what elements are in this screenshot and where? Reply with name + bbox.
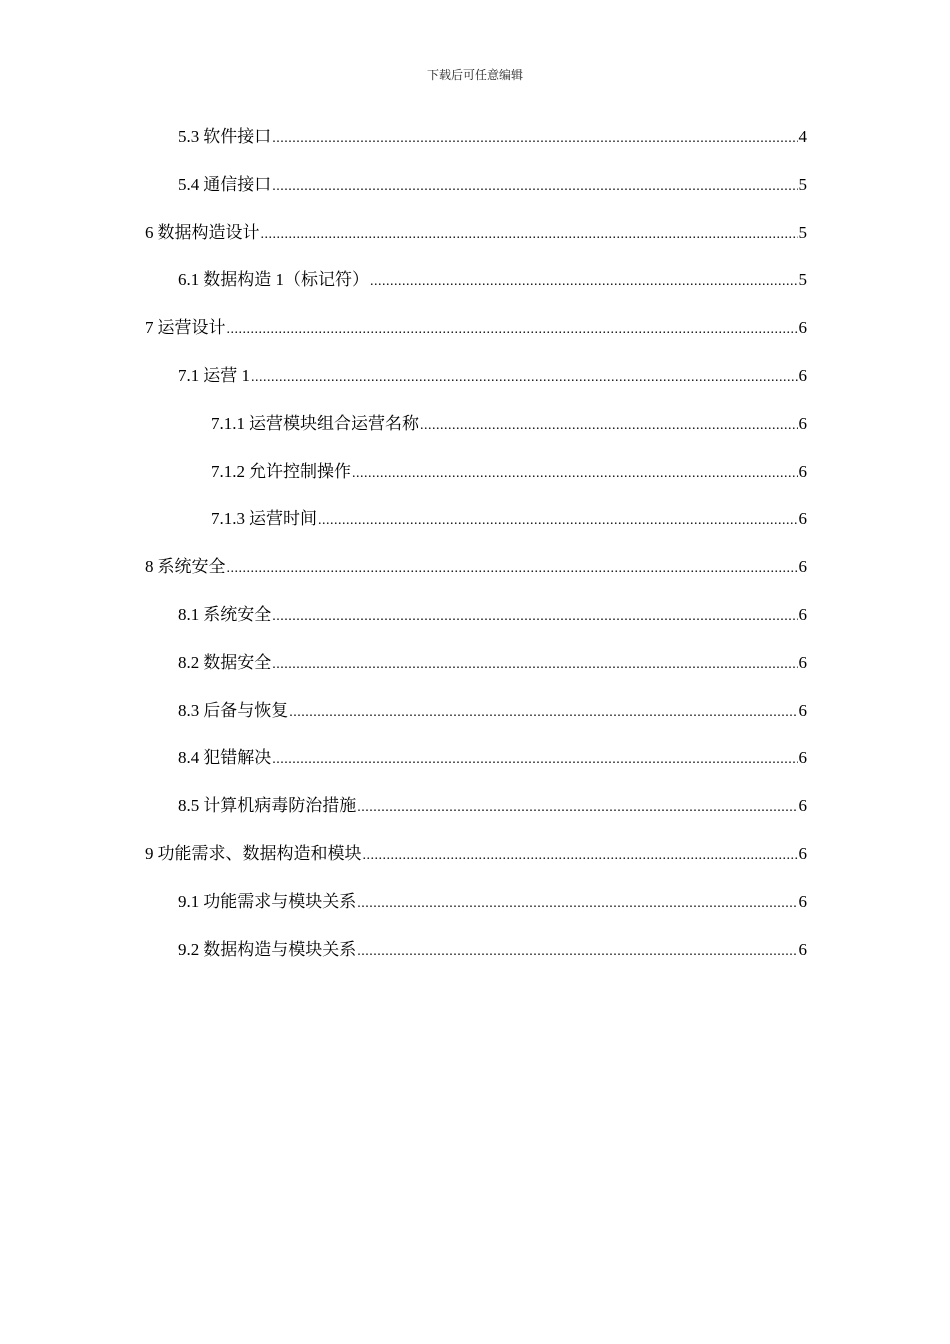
toc-number: 8.1 bbox=[178, 605, 200, 624]
toc-title: 通信接口 bbox=[203, 175, 272, 194]
toc-title: 数据构造设计 bbox=[157, 223, 260, 242]
toc-page-number: 6 bbox=[798, 748, 807, 767]
toc-entry-7-1-1[interactable] bbox=[211, 413, 807, 435]
toc-entry-7-1-2[interactable] bbox=[211, 461, 807, 483]
toc-number: 8 bbox=[145, 557, 154, 576]
toc-leader-dots bbox=[357, 939, 797, 961]
toc-leader-dots bbox=[370, 269, 798, 291]
toc-title: 功能需求与模块关系 bbox=[203, 892, 357, 911]
toc-leader-dots bbox=[352, 461, 798, 483]
page-header: 下载后可任意编辑 bbox=[426, 68, 523, 82]
toc-title: 系统安全 bbox=[203, 605, 272, 624]
toc-number: 7.1 bbox=[178, 366, 200, 385]
toc-title: 允许控制操作 bbox=[249, 462, 351, 481]
toc-entry-9[interactable] bbox=[145, 843, 807, 865]
toc-entry-6-1[interactable] bbox=[178, 269, 807, 291]
toc-number: 9.2 bbox=[178, 940, 200, 959]
toc-title: 运营模块组合运营名称 bbox=[249, 414, 419, 433]
toc-entry-8[interactable] bbox=[145, 556, 807, 578]
toc-title: 软件接口 bbox=[203, 127, 272, 146]
toc-page-number: 6 bbox=[798, 701, 807, 720]
toc-leader-dots bbox=[227, 556, 798, 578]
toc-title: 运营设计 bbox=[157, 318, 226, 337]
toc-number: 8.4 bbox=[178, 748, 200, 767]
toc-leader-dots bbox=[272, 652, 797, 674]
toc-entry-8-4[interactable] bbox=[178, 747, 807, 769]
toc-number: 7.1.2 bbox=[211, 462, 245, 481]
toc-number: 8.2 bbox=[178, 653, 200, 672]
toc-title: 运营 1 bbox=[203, 366, 250, 385]
toc-leader-dots bbox=[261, 222, 798, 244]
toc-entry-8-3[interactable] bbox=[178, 700, 807, 722]
toc-page-number: 6 bbox=[798, 318, 807, 337]
toc-entry-5-3[interactable] bbox=[178, 126, 807, 148]
toc-page-number: 6 bbox=[798, 796, 807, 815]
toc-entry-7-1-3[interactable] bbox=[211, 508, 807, 530]
toc-number: 9.1 bbox=[178, 892, 200, 911]
toc-number: 6.1 bbox=[178, 270, 200, 289]
toc-page-number: 5 bbox=[798, 175, 807, 194]
toc-entry-7-1[interactable] bbox=[178, 365, 807, 387]
toc-page-number: 6 bbox=[798, 653, 807, 672]
toc-number: 9 bbox=[145, 844, 154, 863]
toc-leader-dots bbox=[289, 700, 797, 722]
toc-entry-8-1[interactable] bbox=[178, 604, 807, 626]
toc-title: 数据安全 bbox=[203, 653, 272, 672]
toc-leader-dots bbox=[272, 747, 797, 769]
toc-leader-dots bbox=[272, 604, 797, 626]
toc-title: 犯错解决 bbox=[203, 748, 272, 767]
toc-number: 7.1.3 bbox=[211, 509, 245, 528]
toc-leader-dots bbox=[357, 891, 797, 913]
toc-number: 8.3 bbox=[178, 701, 200, 720]
toc-number: 5.3 bbox=[178, 127, 200, 146]
toc-entry-5-4[interactable] bbox=[178, 174, 807, 196]
toc-entry-8-5[interactable] bbox=[178, 795, 807, 817]
toc-title: 计算机病毒防治措施 bbox=[203, 796, 357, 815]
toc-number: 7 bbox=[145, 318, 154, 337]
toc-leader-dots bbox=[272, 126, 797, 148]
toc-entry-9-2[interactable] bbox=[178, 939, 807, 961]
toc-leader-dots bbox=[363, 843, 798, 865]
toc-page-number: 4 bbox=[798, 127, 807, 146]
toc-entry-7[interactable] bbox=[145, 317, 807, 339]
toc-page-number: 6 bbox=[798, 844, 807, 863]
toc-leader-dots bbox=[318, 508, 798, 530]
toc-page-number: 6 bbox=[798, 414, 807, 433]
toc-title: 数据构造 1（标记符） bbox=[203, 270, 369, 289]
toc-page-number: 6 bbox=[798, 509, 807, 528]
toc-leader-dots bbox=[272, 174, 797, 196]
toc-page-number: 5 bbox=[798, 223, 807, 242]
toc-title: 数据构造与模块关系 bbox=[203, 940, 357, 959]
toc-page-number: 6 bbox=[798, 462, 807, 481]
toc-leader-dots bbox=[251, 365, 798, 387]
toc-page-number: 6 bbox=[798, 940, 807, 959]
toc-entry-8-2[interactable] bbox=[178, 652, 807, 674]
toc-page-number: 6 bbox=[798, 605, 807, 624]
toc-entry-9-1[interactable] bbox=[178, 891, 807, 913]
toc-page-number: 6 bbox=[798, 892, 807, 911]
toc-number: 6 bbox=[145, 223, 154, 242]
toc-leader-dots bbox=[227, 317, 798, 339]
toc-title: 运营时间 bbox=[249, 509, 317, 528]
toc-page-number: 6 bbox=[798, 557, 807, 576]
toc-leader-dots bbox=[357, 795, 797, 817]
toc-title: 功能需求、数据构造和模块 bbox=[157, 844, 362, 863]
toc-title: 系统安全 bbox=[157, 557, 226, 576]
toc-leader-dots bbox=[420, 413, 798, 435]
toc-number: 5.4 bbox=[178, 175, 200, 194]
toc-number: 7.1.1 bbox=[211, 414, 245, 433]
toc-entry-6[interactable] bbox=[145, 222, 807, 244]
toc-page-number: 6 bbox=[798, 366, 807, 385]
toc-number: 8.5 bbox=[178, 796, 200, 815]
toc-title: 后备与恢复 bbox=[203, 701, 289, 720]
toc-page-number: 5 bbox=[798, 270, 807, 289]
